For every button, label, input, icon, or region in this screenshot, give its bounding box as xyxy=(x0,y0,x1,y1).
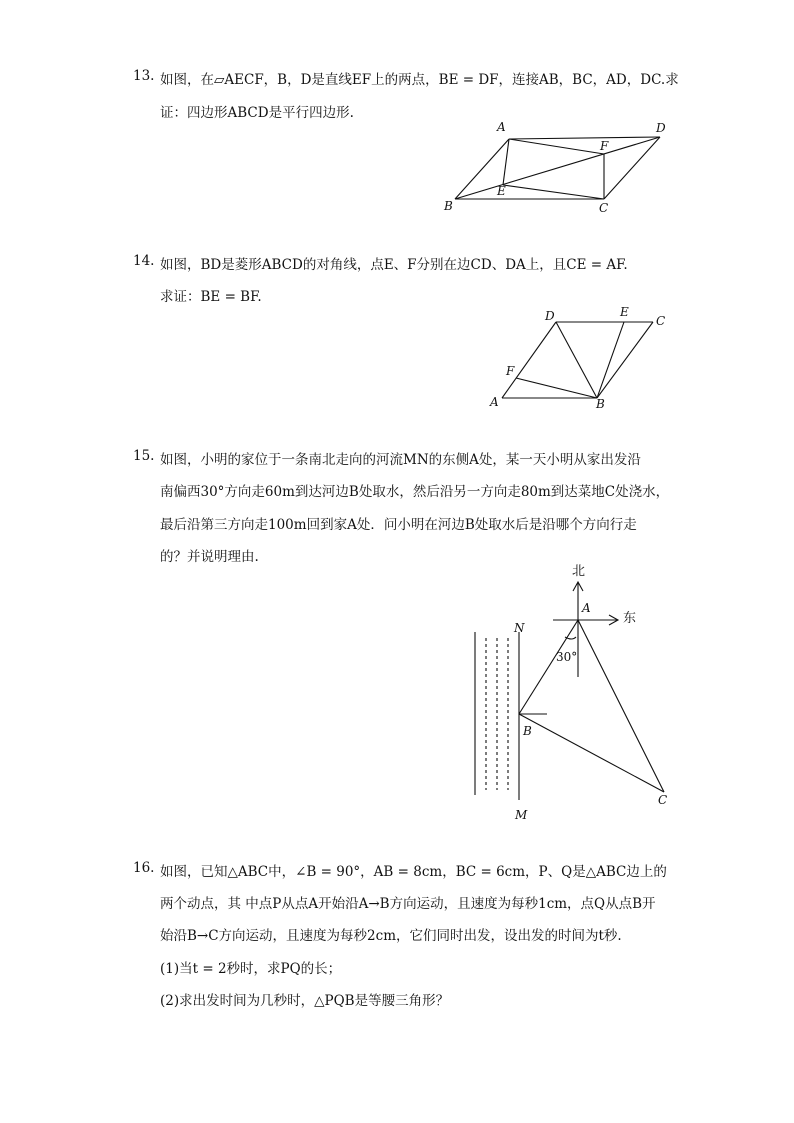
label-e: E xyxy=(497,184,506,198)
label-angle: 30° xyxy=(556,650,578,664)
label-f: F xyxy=(506,364,515,378)
label-e: E xyxy=(620,305,629,319)
label-f: F xyxy=(600,139,609,153)
label-b: B xyxy=(444,199,453,213)
label-c: C xyxy=(658,793,668,807)
label-n: N xyxy=(514,621,525,635)
question-part-1: (1)当t = 2秒时，求PQ的长； xyxy=(160,961,342,977)
label-m: M xyxy=(515,808,528,822)
question-text-line: 如图，在▱AECF，B，D是直线EF上的两点，BE = DF，连接AB，BC，AD，DC.求 xyxy=(160,72,679,88)
question-text-line: 证：四边形ABCD是平行四边形. xyxy=(160,105,354,121)
label-d: D xyxy=(656,121,666,135)
label-east: 东 xyxy=(623,611,637,626)
label-a: A xyxy=(582,601,591,615)
question-text-line: 求证：BE = BF. xyxy=(160,289,262,305)
question-part-2: (2)求出发时间为几秒时，△PQB是等腰三角形？ xyxy=(160,993,450,1009)
label-a: A xyxy=(490,395,499,409)
label-a: A xyxy=(497,120,506,134)
question-text-line: 的？并说明理由. xyxy=(160,549,259,565)
label-north: 北 xyxy=(572,564,586,579)
question-text-line: 最后沿第三方向走100m回到家A处．问小明在河边B处取水后是沿哪个方向行走 xyxy=(160,517,637,533)
label-c: C xyxy=(599,201,609,215)
label-b: B xyxy=(596,397,605,411)
question-number: 15. xyxy=(133,448,155,464)
segment-ca xyxy=(578,620,664,792)
question-number: 14. xyxy=(133,253,155,269)
question-text-line: 如图，小明的家位于一条南北走向的河流MN的东侧A处，某一天小明从家出发沿 xyxy=(160,452,641,468)
label-c: C xyxy=(656,314,666,328)
segment-bc xyxy=(519,714,664,792)
question-text-line: 始沿B→C方向运动，且速度为每秒2cm，它们同时出发，设出发的时间为t秒. xyxy=(160,928,622,944)
question-text-line: 两个动点，其 中点P从点A开始沿A→B方向运动，且速度为每秒1cm，点Q从点B开 xyxy=(160,896,656,912)
question-text-line: 南偏西30°方向走60m到达河边B处取水，然后沿另一方向走80m到达菜地C处浇水， xyxy=(160,484,670,500)
label-b: B xyxy=(523,724,532,738)
segment-ab xyxy=(519,620,578,714)
question-text-line: 如图，已知△ABC中，∠B = 90°，AB = 8cm，BC = 6cm，P、Q是△ABC边上的 xyxy=(160,864,667,880)
question-text-line: 如图，BD是菱形ABCD的对角线，点E、F分别在边CD、DA上，且CE = AF. xyxy=(160,257,628,273)
question-number: 16. xyxy=(133,860,155,876)
label-d: D xyxy=(545,309,555,323)
question-number: 13. xyxy=(133,68,155,84)
